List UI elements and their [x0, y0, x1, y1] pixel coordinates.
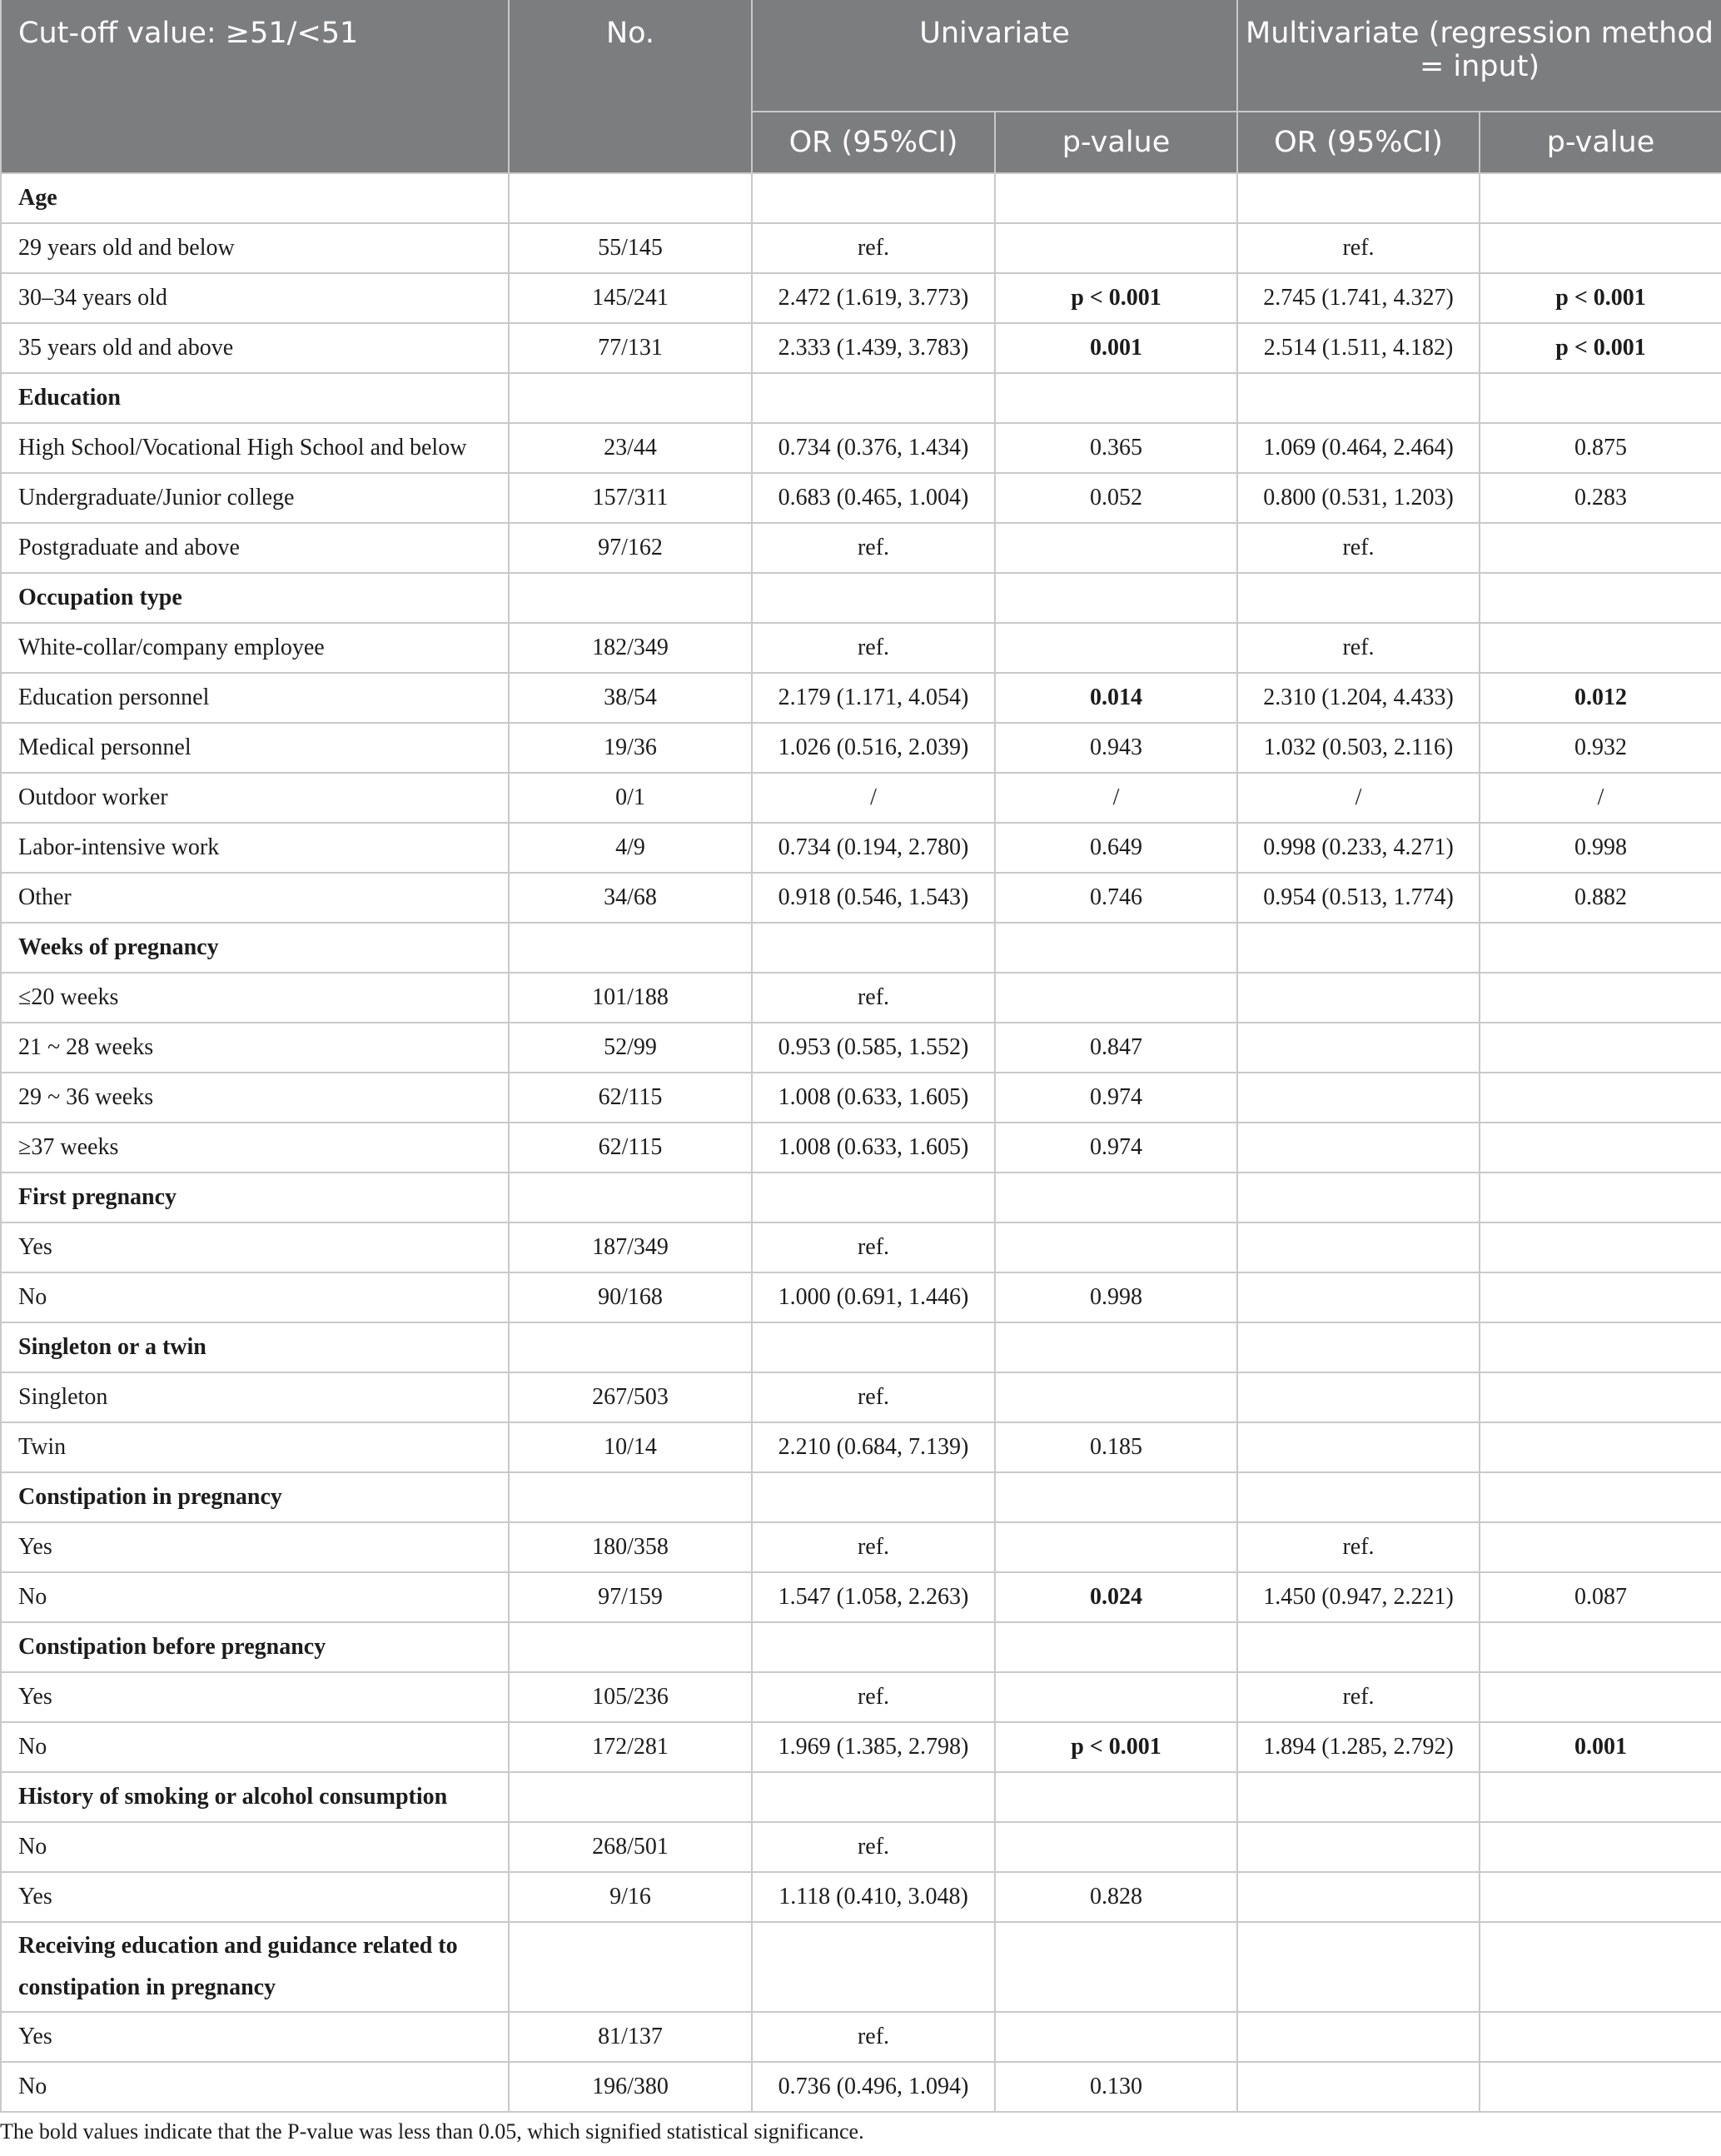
cell-or-ci-univariate	[752, 1322, 995, 1372]
cell-or-ci-multivariate	[1237, 1272, 1480, 1322]
cell-or-ci-univariate: /	[752, 773, 995, 823]
cell-or-ci-multivariate: 0.800 (0.531, 1.203)	[1237, 473, 1480, 523]
cell-no: 55/145	[509, 223, 752, 273]
table-footnote: The bold values indicate that the P-value was less than 0.05, which signified statistical significance.	[0, 2119, 864, 2144]
header-cutoff: Cut-off value: ≥51/<51	[1, 0, 509, 173]
cell-or-ci-univariate: ref.	[752, 623, 995, 673]
cell-or-ci-univariate	[752, 1772, 995, 1822]
cell-p-value-univariate: 0.052	[995, 473, 1237, 523]
row-label: Yes	[1, 1872, 509, 1922]
cell-no: 34/68	[509, 873, 752, 923]
cell-p-value-multivariate: p < 0.001	[1480, 323, 1721, 373]
cell-or-ci-univariate: 2.210 (0.684, 7.139)	[752, 1422, 995, 1472]
cell-no: 38/54	[509, 673, 752, 723]
cell-p-value-univariate: 0.365	[995, 423, 1237, 473]
cell-or-ci-univariate: 1.026 (0.516, 2.039)	[752, 723, 995, 773]
cell-or-ci-univariate: 0.736 (0.496, 1.094)	[752, 2062, 995, 2112]
cell-no	[509, 1622, 752, 1672]
cell-no: 90/168	[509, 1272, 752, 1322]
table-row	[1, 1722, 1721, 1772]
cell-no	[509, 1322, 752, 1372]
cell-no: 267/503	[509, 1372, 752, 1422]
cell-p-value-multivariate	[1480, 973, 1721, 1023]
cell-p-value-multivariate	[1480, 523, 1721, 573]
cell-or-ci-multivariate	[1237, 1622, 1480, 1672]
row-label: 30–34 years old	[1, 273, 509, 323]
table-row	[1, 1822, 1721, 1872]
cell-p-value-univariate	[995, 223, 1237, 273]
cell-no	[509, 373, 752, 423]
cell-or-ci-univariate: ref.	[752, 1522, 995, 1572]
cell-or-ci-multivariate	[1237, 1872, 1480, 1922]
header-multivariate: Multivariate (regression method = input)	[1237, 0, 1721, 112]
cell-no: 81/137	[509, 2012, 752, 2062]
cell-or-ci-multivariate	[1237, 973, 1480, 1023]
row-label: Occupation type	[1, 573, 509, 623]
row-label: No	[1, 2062, 509, 2112]
cell-p-value-multivariate	[1480, 1822, 1721, 1872]
cell-p-value-multivariate	[1480, 1922, 1721, 2012]
cell-or-ci-multivariate: /	[1237, 773, 1480, 823]
cell-no: 157/311	[509, 473, 752, 523]
cell-no: 145/241	[509, 273, 752, 323]
cell-no: 62/115	[509, 1073, 752, 1123]
row-label: Yes	[1, 2012, 509, 2062]
cell-p-value-univariate: 0.847	[995, 1023, 1237, 1073]
cell-no: 196/380	[509, 2062, 752, 2112]
cell-p-value-univariate	[995, 1173, 1237, 1222]
row-label: Yes	[1, 1522, 509, 1572]
table-row	[1, 1422, 1721, 1472]
cell-p-value-univariate	[995, 373, 1237, 423]
cell-or-ci-univariate: 1.969 (1.385, 2.798)	[752, 1722, 995, 1772]
table-row	[1, 323, 1721, 373]
table-row	[1, 973, 1721, 1023]
cell-p-value-univariate: /	[995, 773, 1237, 823]
table-row	[1, 673, 1721, 723]
cell-p-value-multivariate	[1480, 2062, 1721, 2112]
section-row	[1, 573, 1721, 623]
cell-or-ci-univariate	[752, 373, 995, 423]
row-label: Outdoor worker	[1, 773, 509, 823]
cell-p-value-multivariate: p < 0.001	[1480, 273, 1721, 323]
cell-or-ci-univariate: ref.	[752, 2012, 995, 2062]
section-row	[1, 923, 1721, 973]
cell-or-ci-univariate: 1.000 (0.691, 1.446)	[752, 1272, 995, 1322]
cell-p-value-univariate	[995, 1822, 1237, 1872]
cell-p-value-multivariate	[1480, 573, 1721, 623]
table-row	[1, 823, 1721, 873]
cell-or-ci-multivariate	[1237, 1222, 1480, 1272]
cell-or-ci-univariate	[752, 1622, 995, 1672]
row-label: Receiving education and guidance related to constipation in pregnancy	[1, 1922, 509, 2012]
cell-or-ci-multivariate	[1237, 573, 1480, 623]
cell-or-ci-univariate: 0.953 (0.585, 1.552)	[752, 1023, 995, 1073]
cell-p-value-univariate: 0.974	[995, 1073, 1237, 1123]
cell-or-ci-multivariate	[1237, 1372, 1480, 1422]
cell-p-value-univariate	[995, 1472, 1237, 1522]
cell-no: 180/358	[509, 1522, 752, 1572]
cell-or-ci-univariate: ref.	[752, 223, 995, 273]
cell-no: 97/159	[509, 1572, 752, 1622]
cell-or-ci-multivariate	[1237, 923, 1480, 973]
section-row	[1, 173, 1721, 223]
row-label: 29 years old and below	[1, 223, 509, 273]
cell-or-ci-multivariate: ref.	[1237, 523, 1480, 573]
cell-or-ci-univariate: ref.	[752, 973, 995, 1023]
cell-or-ci-multivariate	[1237, 1023, 1480, 1073]
cell-or-ci-univariate	[752, 1922, 995, 2012]
cell-p-value-univariate	[995, 2012, 1237, 2062]
cell-p-value-multivariate	[1480, 1472, 1721, 1522]
row-label: Other	[1, 873, 509, 923]
row-label: No	[1, 1572, 509, 1622]
cell-or-ci-univariate	[752, 923, 995, 973]
row-label: Constipation in pregnancy	[1, 1472, 509, 1522]
cell-or-ci-univariate: 1.118 (0.410, 3.048)	[752, 1872, 995, 1922]
cell-or-ci-multivariate	[1237, 1822, 1480, 1872]
cell-p-value-univariate: 0.130	[995, 2062, 1237, 2112]
table-header	[1, 0, 1721, 173]
cell-p-value-multivariate	[1480, 1522, 1721, 1572]
cell-no: 182/349	[509, 623, 752, 673]
cell-p-value-multivariate: 0.932	[1480, 723, 1721, 773]
cell-p-value-univariate	[995, 1222, 1237, 1272]
cell-or-ci-univariate: 0.734 (0.194, 2.780)	[752, 823, 995, 873]
table-row	[1, 1872, 1721, 1922]
cell-or-ci-univariate: 2.179 (1.171, 4.054)	[752, 673, 995, 723]
cell-p-value-multivariate: 0.283	[1480, 473, 1721, 523]
table-row	[1, 1572, 1721, 1622]
cell-no: 52/99	[509, 1023, 752, 1073]
row-label: ≥37 weeks	[1, 1123, 509, 1173]
cell-no: 0/1	[509, 773, 752, 823]
cell-or-ci-multivariate: ref.	[1237, 623, 1480, 673]
cell-no: 10/14	[509, 1422, 752, 1472]
cell-p-value-multivariate	[1480, 2012, 1721, 2062]
header-or-ci-univariate: OR (95%CI)	[752, 112, 995, 173]
section-row	[1, 1173, 1721, 1222]
cell-or-ci-multivariate: 0.954 (0.513, 1.774)	[1237, 873, 1480, 923]
table-row	[1, 1522, 1721, 1572]
cell-p-value-univariate: 0.746	[995, 873, 1237, 923]
cell-no: 77/131	[509, 323, 752, 373]
row-label: White-collar/company employee	[1, 623, 509, 673]
header-p-value-univariate: p-value	[995, 112, 1237, 173]
table-row	[1, 1023, 1721, 1073]
cell-or-ci-multivariate: 1.032 (0.503, 2.116)	[1237, 723, 1480, 773]
row-label: Twin	[1, 1422, 509, 1472]
cell-p-value-univariate	[995, 1622, 1237, 1672]
table-row	[1, 1672, 1721, 1722]
cell-p-value-multivariate: 0.998	[1480, 823, 1721, 873]
table-row	[1, 1073, 1721, 1123]
cell-no: 187/349	[509, 1222, 752, 1272]
cell-p-value-multivariate	[1480, 623, 1721, 673]
cell-p-value-univariate: 0.974	[995, 1123, 1237, 1173]
row-label: Singleton	[1, 1372, 509, 1422]
cell-p-value-univariate: 0.943	[995, 723, 1237, 773]
cell-or-ci-univariate: 1.008 (0.633, 1.605)	[752, 1123, 995, 1173]
cell-no: 4/9	[509, 823, 752, 873]
cell-no: 9/16	[509, 1872, 752, 1922]
cell-or-ci-multivariate: 1.450 (0.947, 2.221)	[1237, 1572, 1480, 1622]
row-label: 35 years old and above	[1, 323, 509, 373]
cell-or-ci-multivariate	[1237, 2012, 1480, 2062]
cell-or-ci-multivariate	[1237, 1073, 1480, 1123]
cell-p-value-univariate: p < 0.001	[995, 273, 1237, 323]
cell-or-ci-univariate: ref.	[752, 1672, 995, 1722]
header-p-value-multivariate: p-value	[1480, 112, 1721, 173]
cell-or-ci-multivariate	[1237, 1123, 1480, 1173]
row-label: Constipation before pregnancy	[1, 1622, 509, 1672]
header-or-ci-multivariate: OR (95%CI)	[1237, 112, 1480, 173]
cell-p-value-univariate: 0.185	[995, 1422, 1237, 1472]
cell-or-ci-multivariate	[1237, 373, 1480, 423]
row-label: Education personnel	[1, 673, 509, 723]
section-row	[1, 1322, 1721, 1372]
cell-p-value-multivariate: 0.875	[1480, 423, 1721, 473]
cell-or-ci-univariate: 1.547 (1.058, 2.263)	[752, 1572, 995, 1622]
cell-no: 105/236	[509, 1672, 752, 1722]
cell-no	[509, 573, 752, 623]
cell-p-value-univariate	[995, 1772, 1237, 1822]
table-row	[1, 223, 1721, 273]
section-row	[1, 1472, 1721, 1522]
cell-p-value-multivariate	[1480, 1422, 1721, 1472]
table-row	[1, 1222, 1721, 1272]
cell-or-ci-univariate	[752, 173, 995, 223]
cell-p-value-univariate: 0.014	[995, 673, 1237, 723]
cell-p-value-multivariate	[1480, 1023, 1721, 1073]
cell-no	[509, 1772, 752, 1822]
cell-or-ci-multivariate	[1237, 2062, 1480, 2112]
cell-no: 62/115	[509, 1123, 752, 1173]
row-label: Medical personnel	[1, 723, 509, 773]
cell-p-value-multivariate	[1480, 1123, 1721, 1173]
cell-p-value-multivariate: 0.882	[1480, 873, 1721, 923]
cell-or-ci-multivariate: 1.069 (0.464, 2.464)	[1237, 423, 1480, 473]
cell-or-ci-univariate: ref.	[752, 523, 995, 573]
section-row	[1, 1772, 1721, 1822]
cell-or-ci-univariate: 2.472 (1.619, 3.773)	[752, 273, 995, 323]
cell-p-value-multivariate	[1480, 923, 1721, 973]
cell-or-ci-univariate: 2.333 (1.439, 3.783)	[752, 323, 995, 373]
cell-p-value-univariate: 0.649	[995, 823, 1237, 873]
row-label: History of smoking or alcohol consumption	[1, 1772, 509, 1822]
cell-or-ci-univariate	[752, 573, 995, 623]
cell-p-value-univariate: 0.001	[995, 323, 1237, 373]
table-row	[1, 1272, 1721, 1322]
cell-or-ci-multivariate: 2.514 (1.511, 4.182)	[1237, 323, 1480, 373]
header-univariate: Univariate	[752, 0, 1237, 112]
cell-or-ci-multivariate: 2.310 (1.204, 4.433)	[1237, 673, 1480, 723]
cell-p-value-multivariate	[1480, 373, 1721, 423]
cell-or-ci-multivariate	[1237, 1922, 1480, 2012]
cell-no	[509, 1472, 752, 1522]
cell-no: 97/162	[509, 523, 752, 573]
row-label: Yes	[1, 1222, 509, 1272]
cell-p-value-univariate	[995, 623, 1237, 673]
cell-or-ci-multivariate	[1237, 1772, 1480, 1822]
table-row	[1, 623, 1721, 673]
row-label: No	[1, 1722, 509, 1772]
row-label: ≤20 weeks	[1, 973, 509, 1023]
row-label: Education	[1, 373, 509, 423]
cell-p-value-univariate: 0.998	[995, 1272, 1237, 1322]
cell-or-ci-multivariate	[1237, 1322, 1480, 1372]
cell-or-ci-univariate: 0.683 (0.465, 1.004)	[752, 473, 995, 523]
row-label: 29 ~ 36 weeks	[1, 1073, 509, 1123]
row-label: First pregnancy	[1, 1173, 509, 1222]
cell-p-value-multivariate	[1480, 1872, 1721, 1922]
table-row	[1, 723, 1721, 773]
cell-no: 172/281	[509, 1722, 752, 1772]
cell-p-value-univariate	[995, 1322, 1237, 1372]
row-label: Yes	[1, 1672, 509, 1722]
row-label: Singleton or a twin	[1, 1322, 509, 1372]
cell-or-ci-univariate: 0.918 (0.546, 1.543)	[752, 873, 995, 923]
table-row	[1, 523, 1721, 573]
table-row	[1, 273, 1721, 323]
cell-or-ci-multivariate	[1237, 173, 1480, 223]
cell-no: 19/36	[509, 723, 752, 773]
row-label: No	[1, 1272, 509, 1322]
cell-or-ci-multivariate	[1237, 1422, 1480, 1472]
cell-p-value-univariate	[995, 1922, 1237, 2012]
cell-p-value-multivariate	[1480, 1672, 1721, 1722]
row-label: Undergraduate/Junior college	[1, 473, 509, 523]
cell-p-value-multivariate	[1480, 1173, 1721, 1222]
cell-or-ci-multivariate	[1237, 1472, 1480, 1522]
table-row	[1, 1123, 1721, 1173]
section-row	[1, 1922, 1721, 2012]
table-row	[1, 2062, 1721, 2112]
cell-or-ci-univariate: ref.	[752, 1822, 995, 1872]
cell-p-value-multivariate: /	[1480, 773, 1721, 823]
cell-p-value-multivariate	[1480, 1073, 1721, 1123]
cell-no: 101/188	[509, 973, 752, 1023]
cell-p-value-multivariate	[1480, 223, 1721, 273]
cell-p-value-multivariate	[1480, 1372, 1721, 1422]
cell-p-value-univariate	[995, 973, 1237, 1023]
cell-p-value-univariate	[995, 173, 1237, 223]
cell-or-ci-univariate	[752, 1173, 995, 1222]
cell-p-value-multivariate	[1480, 173, 1721, 223]
cell-p-value-multivariate	[1480, 1772, 1721, 1822]
cell-no	[509, 923, 752, 973]
cell-no: 268/501	[509, 1822, 752, 1872]
row-label: Age	[1, 173, 509, 223]
cell-or-ci-univariate: 0.734 (0.376, 1.434)	[752, 423, 995, 473]
cell-p-value-univariate	[995, 1522, 1237, 1572]
row-label: No	[1, 1822, 509, 1872]
cell-p-value-univariate: 0.828	[995, 1872, 1237, 1922]
row-label: Postgraduate and above	[1, 523, 509, 573]
cell-p-value-univariate: p < 0.001	[995, 1722, 1237, 1772]
table-body	[1, 173, 1721, 2112]
cell-p-value-univariate	[995, 523, 1237, 573]
cell-or-ci-multivariate: ref.	[1237, 223, 1480, 273]
cell-or-ci-multivariate: 0.998 (0.233, 4.271)	[1237, 823, 1480, 873]
cell-or-ci-multivariate	[1237, 1173, 1480, 1222]
cell-p-value-multivariate	[1480, 1622, 1721, 1672]
cell-or-ci-univariate	[752, 1472, 995, 1522]
section-row	[1, 1622, 1721, 1672]
cell-no	[509, 1922, 752, 2012]
table-row	[1, 423, 1721, 473]
section-row	[1, 373, 1721, 423]
table-row	[1, 2012, 1721, 2062]
cell-p-value-multivariate: 0.012	[1480, 673, 1721, 723]
row-label: Labor-intensive work	[1, 823, 509, 873]
cell-or-ci-univariate: ref.	[752, 1222, 995, 1272]
cell-p-value-multivariate	[1480, 1222, 1721, 1272]
cell-p-value-multivariate: 0.001	[1480, 1722, 1721, 1772]
cell-or-ci-multivariate: 1.894 (1.285, 2.792)	[1237, 1722, 1480, 1772]
row-label: Weeks of pregnancy	[1, 923, 509, 973]
row-label: High School/Vocational High School and below	[1, 423, 509, 473]
table-row	[1, 1372, 1721, 1422]
table-row	[1, 473, 1721, 523]
table-row	[1, 873, 1721, 923]
cell-or-ci-univariate: 1.008 (0.633, 1.605)	[752, 1073, 995, 1123]
cell-or-ci-multivariate: 2.745 (1.741, 4.327)	[1237, 273, 1480, 323]
header-no: No.	[509, 0, 752, 173]
cell-no	[509, 173, 752, 223]
cell-no: 23/44	[509, 423, 752, 473]
cell-p-value-multivariate	[1480, 1322, 1721, 1372]
cell-or-ci-multivariate: ref.	[1237, 1672, 1480, 1722]
cell-no	[509, 1173, 752, 1222]
cell-p-value-univariate	[995, 1372, 1237, 1422]
row-label: 21 ~ 28 weeks	[1, 1023, 509, 1073]
cell-p-value-multivariate	[1480, 1272, 1721, 1322]
cell-p-value-univariate: 0.024	[995, 1572, 1237, 1622]
cell-p-value-univariate	[995, 573, 1237, 623]
cell-or-ci-univariate: ref.	[752, 1372, 995, 1422]
cell-p-value-univariate	[995, 1672, 1237, 1722]
table-row	[1, 773, 1721, 823]
cell-or-ci-multivariate: ref.	[1237, 1522, 1480, 1572]
cell-p-value-univariate	[995, 923, 1237, 973]
cell-p-value-multivariate: 0.087	[1480, 1572, 1721, 1622]
